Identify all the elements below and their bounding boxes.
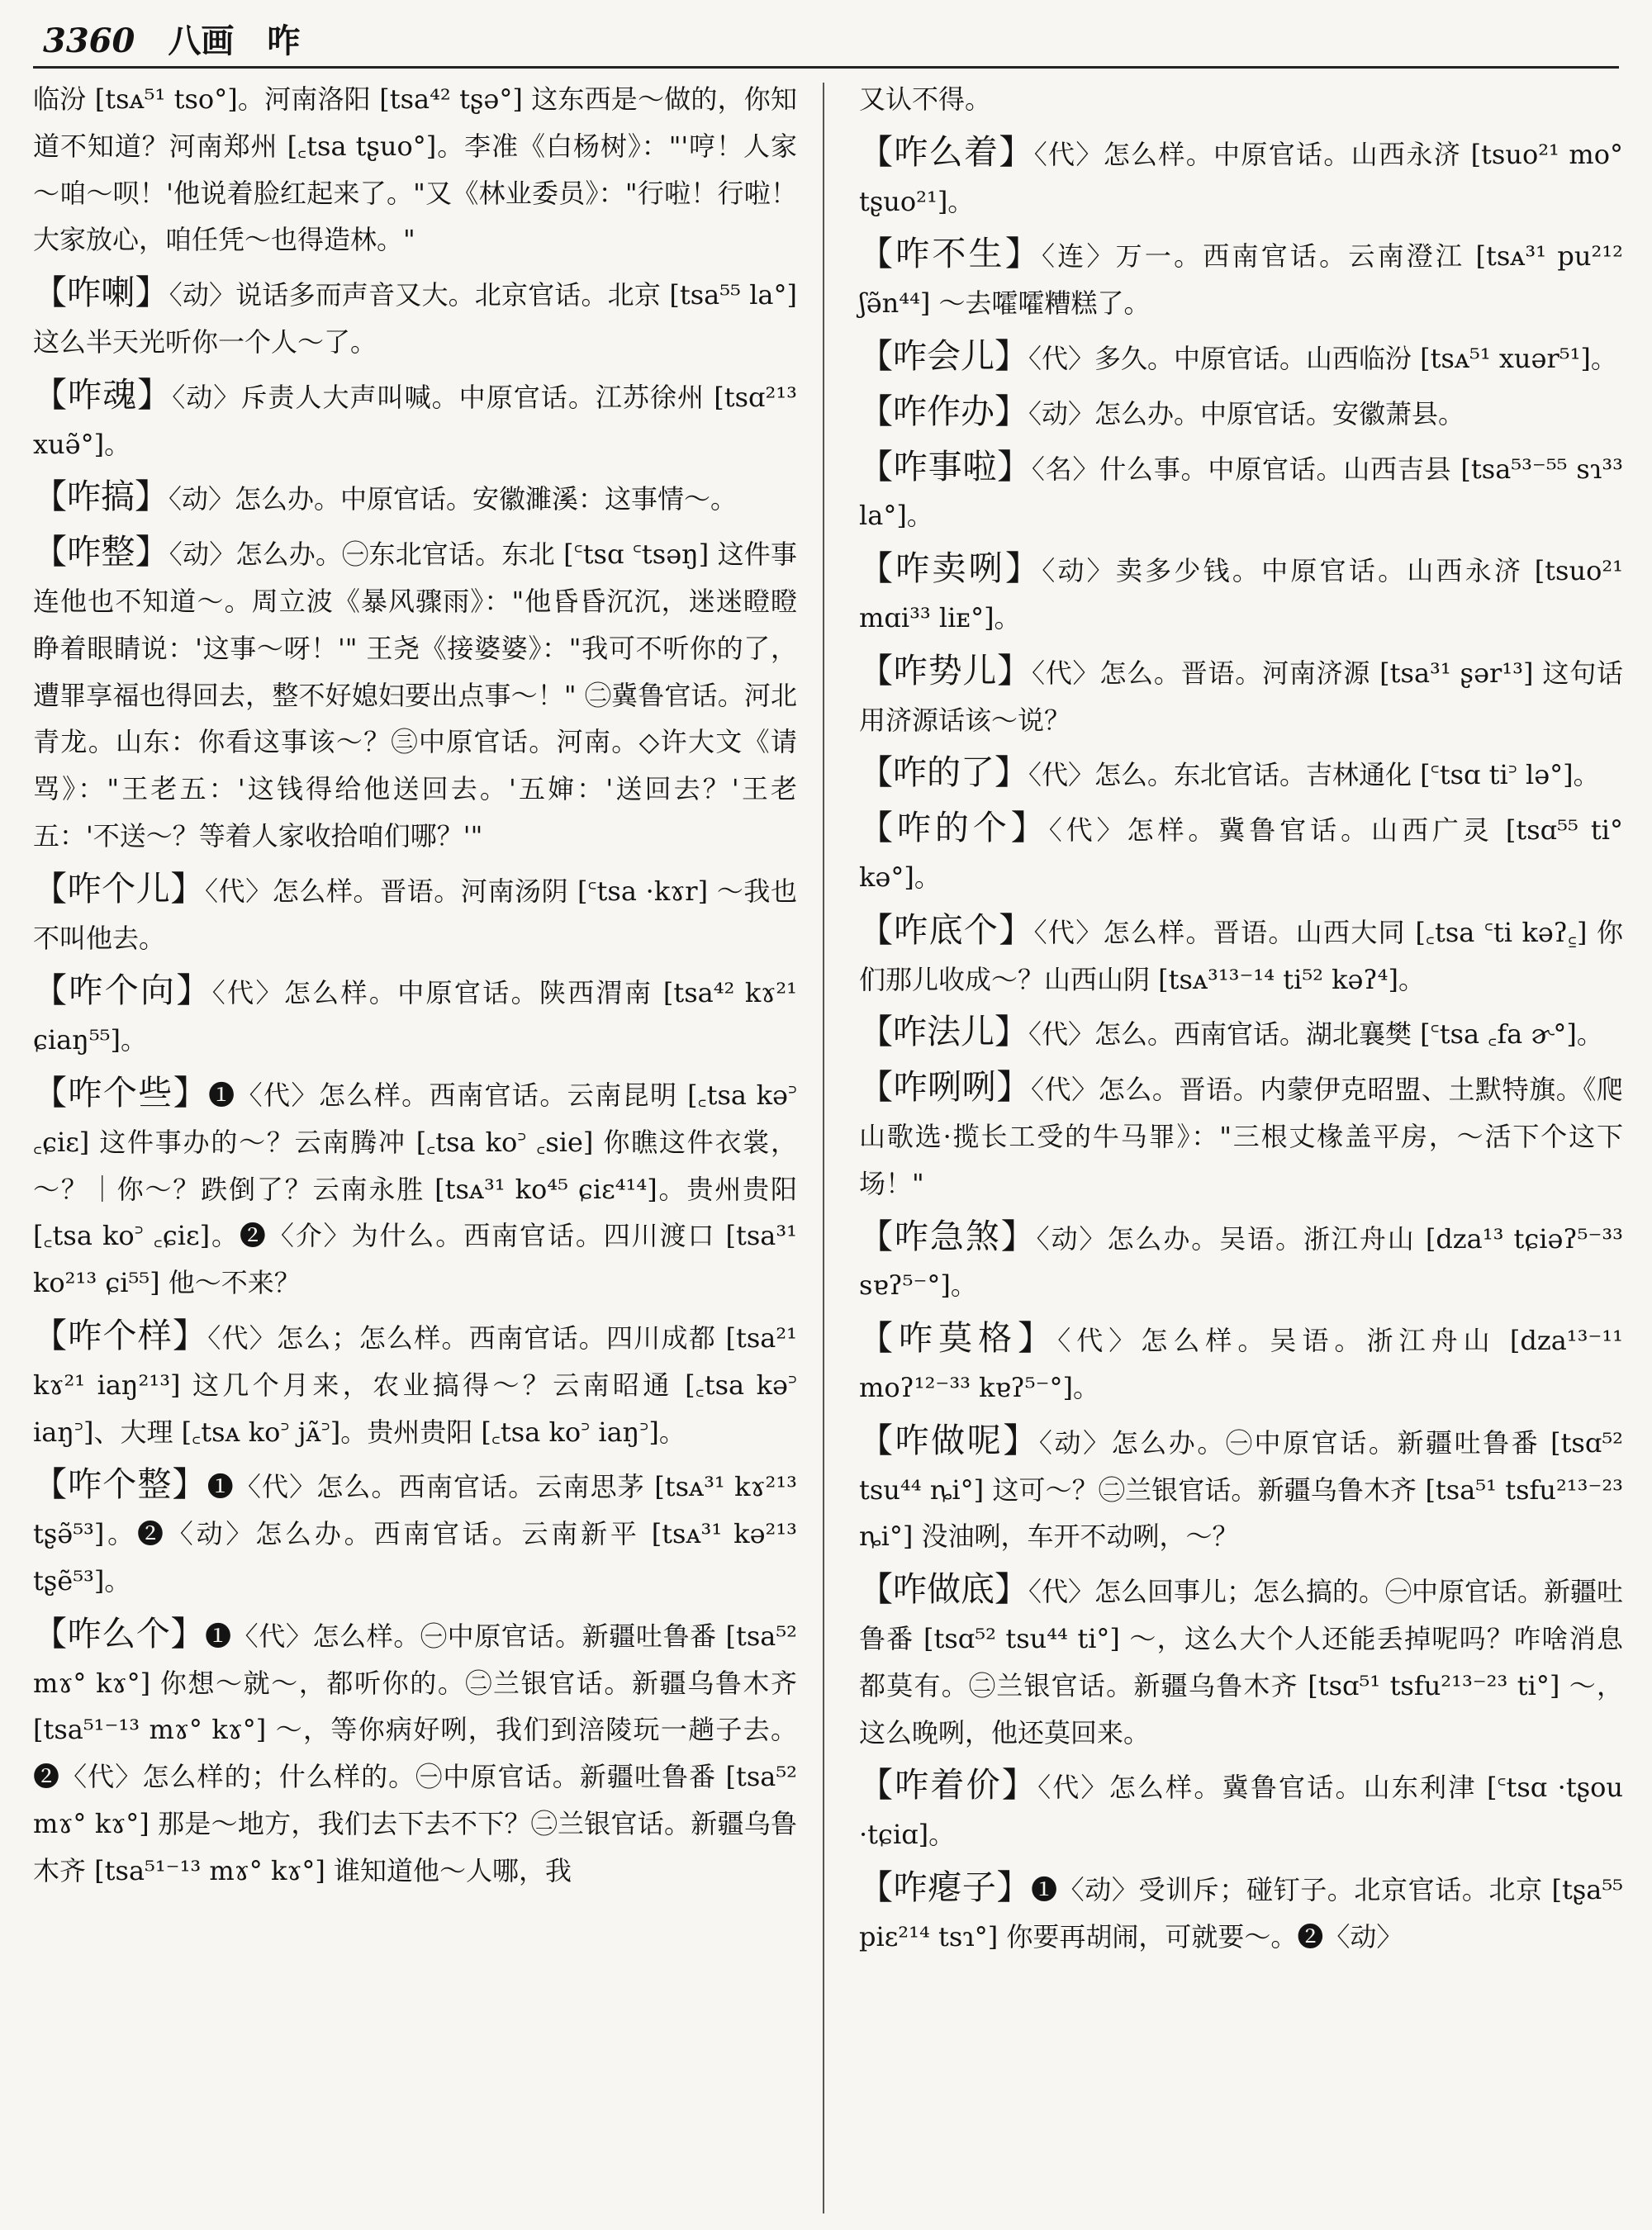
- entry-body: 〈代〉怎么；怎么样。西南官话。四川成都 [tsa²¹ kɤ²¹ iaŋ²¹³] 这几个月来，农业搞得～？云南昭通 [꜀tsa kə꜄ iaŋ꜄]、大理 [꜀tsᴀ ko꜄ jᴀ̃꜄]。贵州贵阳 [꜀tsa ko꜄ iaŋ꜄]。: [33, 1321, 797, 1448]
- dictionary-entry: [859, 1315, 1623, 1412]
- dictionary-entry: [859, 545, 1623, 642]
- entry-body: 〈代〉怎么样。吴语。浙江舟山 [dza¹³⁻¹¹ moʔ¹²⁻³³ kɐʔ⁵⁻°]。: [859, 1325, 1623, 1403]
- entry-body: 〈动〉卖多少钱。中原官话。山西永济 [tsuo²¹ mɑi³³ liᴇ°]。: [859, 555, 1623, 633]
- dictionary-entry: [859, 648, 1623, 744]
- header-rule: [33, 66, 1619, 69]
- entry-headword: 【咋么着】: [859, 131, 1034, 172]
- entry-body: 〈代〉怎么。东北官话。吉林通化 [꜂tsɑ ti꜄ lə°]。: [1028, 759, 1600, 791]
- entry-headword: 【咋瘪子】: [859, 1867, 1032, 1907]
- dictionary-entry: [33, 967, 797, 1064]
- entry-headword: 【咋做呢】: [859, 1420, 1039, 1460]
- dictionary-entry: [33, 529, 797, 860]
- entry-headword: 【咋着价】: [859, 1765, 1038, 1805]
- entry-body: 〈名〉什么事。中原官话。山西吉县 [tsa⁵³⁻⁵⁵ sɿ³³ la°]。: [859, 453, 1623, 532]
- entry-body: 〈动〉怎么办。㊀东北官话。东北 [꜂tsɑ ꜂tsəŋ] 这件事连他也不知道～。周立波《暴风骤雨》："他昏昏沉沉，迷迷瞪瞪睁着眼睛说：'这事～呀！'" 王尧《接婆婆》："我可不听你的了，遭罪享福也得回去，整不好媳妇要出点事～！" ㊁冀鲁官话。河北青龙。山东：你看这事该～？㊂中原官话。河南。◇许大文《请骂》："王老五：'这钱得给他送回去。'五婶：'送回去？'王老五：'不送～？等着人家收拾咱们哪？'": [33, 539, 797, 852]
- entry-body: 〈代〉怎么样。冀鲁官话。山东利津 [꜂tsɑ ·tʂou ·tɕiɑ]。: [859, 1772, 1624, 1851]
- column-divider: [823, 83, 824, 2213]
- left-column: [33, 76, 797, 1900]
- dictionary-entry: [859, 749, 1623, 799]
- entry-body: ❶〈代〉怎么样。西南官话。云南昆明 [꜀tsa kə꜄ ꜀ɕiɛ] 这件事办的～？云南腾冲 [꜀tsa ko꜄ ꜀sie] 你瞧这件衣裳，～？｜你～？跌倒了？云南永胜 [tsᴀ³¹ ko⁴⁵ ɕiɛ⁴¹⁴]。贵州贵阳 [꜀tsa ko꜄ ꜀ɕiɛ]。❷〈介〉为什么。西南官话。四川渡口 [tsa³¹ ko²¹³ ɕi⁵⁵] 他～不来？: [33, 1079, 797, 1299]
- entry-headword: 【咋整】: [33, 532, 169, 572]
- entry-headword: 【咋不生】: [859, 234, 1042, 274]
- entry-headword: 【咋么个】: [33, 1613, 206, 1654]
- entry-headword: 【咋的个】: [859, 808, 1049, 848]
- entry-headword: 【咋个些】: [33, 1072, 209, 1113]
- entry-body: ❶〈代〉怎么样。㊀中原官话。新疆吐鲁番 [tsa⁵² mɤ° kɤ°] 你想～就～，都听你的。㊁兰银官话。新疆乌鲁木齐 [tsa⁵¹⁻¹³ mɤ° kɤ°] ～，等你病好咧，我们到涪陵玩一趟子去。❷〈代〉怎么样的；什么样的。㊀中原官话。新疆吐鲁番 [tsa⁵² mɤ° kɤ°] 那是～地方，我们去下去不下？㊁兰银官话。新疆乌鲁木齐 [tsa⁵¹⁻¹³ mɤ° kɤ°] 谁知道他～人哪，我: [33, 1620, 797, 1886]
- continued-entry: 临汾 [tsᴀ⁵¹ tso°]。河南洛阳 [tsa⁴² tʂə°] 这东西是～做的，你知道不知道？河南郑州 [꜀tsa tʂuo°]。李准《白杨树》："'哼！人家～咱～呗！'他说着脸红起来了。"又《林业委员》："行啦！行啦！大家放心，咱任凭～也得造林。": [33, 83, 797, 256]
- entry-body: 〈代〉多久。中原官话。山西临汾 [tsᴀ⁵¹ xuər⁵¹]。: [1028, 342, 1617, 374]
- entry-body: 〈代〉怎么。晋语。内蒙伊克昭盟、土默特旗。《爬山歌选·揽长工受的牛马罪》："三根丈椽盖平房，～活下个这下场！": [859, 1074, 1623, 1199]
- entry-headword: 【咋势儿】: [859, 650, 1032, 690]
- entry-body: 〈动〉怎么办。中原官话。安徽濉溪：这事情～。: [169, 483, 738, 515]
- dictionary-entry: [859, 1566, 1623, 1756]
- entry-body: 〈代〉怎么回事儿；怎么搞的。㊀中原官话。新疆吐鲁番 [tsɑ⁵² tsu⁴⁴ ti°] ～，这么大个人还能丢掉呢吗？咋啥消息都莫有。㊁兰银官话。新疆乌鲁木齐 [tsɑ⁵¹ tsfu²¹³⁻²³ ti°] ～，这么晚咧，他还莫回来。: [859, 1576, 1624, 1748]
- entry-body: 〈代〉怎么样。晋语。山西大同 [꜀tsa ꜂ti kəʔ꜁] 你们那儿收成～？山西山阴 [tsᴀ³¹³⁻¹⁴ ti⁵² kəʔ⁴]。: [859, 916, 1623, 995]
- entry-headword: 【咋法儿】: [859, 1012, 1028, 1052]
- dictionary-entry: [33, 866, 797, 962]
- entry-body: ❶〈代〉怎么。西南官话。云南思茅 [tsᴀ³¹ kɤ²¹³ tʂə̃⁵³]。❷〈动〉怎么办。西南官话。云南新平 [tsᴀ³¹ kə²¹³ tʂẽ⁵³]。: [33, 1471, 797, 1597]
- entry-body: 〈连〉万一。西南官话。云南澄江 [tsᴀ³¹ pu²¹² ʃə̃n⁴⁴] ～去嚯嚯糟糕了。: [859, 240, 1623, 320]
- right-column: [859, 76, 1623, 1966]
- dictionary-entry: [859, 1064, 1623, 1207]
- page-number: 3360: [43, 21, 135, 60]
- continued-entry: 又认不得。: [859, 83, 992, 115]
- dictionary-entry: [859, 1762, 1623, 1858]
- entry-body: 〈动〉斥责人大声叫喊。中原官话。江苏徐州 [tsɑ²¹³ xuə̃°]。: [33, 381, 798, 460]
- entry-headword: 【咋个向】: [33, 970, 212, 1011]
- dictionary-entry: [859, 1864, 1623, 1961]
- entry-body: 〈代〉怎样。冀鲁官话。山西广灵 [tsɑ⁵⁵ ti° kə°]。: [859, 814, 1623, 893]
- dictionary-entry: [859, 1417, 1623, 1560]
- dictionary-entry: [33, 473, 797, 523]
- dictionary-entry: [859, 804, 1623, 901]
- head-character: 咋: [267, 21, 301, 60]
- dictionary-entry: [859, 230, 1623, 327]
- entry-body: ❶〈动〉受训斥；碰钉子。北京官话。北京 [tʂa⁵⁵ piɛ²¹⁴ tsɿ°] 你要再胡闹，可就要～。❷〈动〉: [859, 1873, 1623, 1952]
- dictionary-entry: [859, 444, 1623, 540]
- dictionary-entry: [33, 1312, 797, 1455]
- entry-headword: 【咋魂】: [33, 374, 173, 415]
- section-label: 八画: [168, 21, 235, 60]
- entry-body: 〈动〉说话多而声音又大。北京官话。北京 [tsa⁵⁵ la°] 这么半天光听你一个人～了。: [33, 279, 797, 358]
- entry-body: 〈代〉怎么样。中原官话。陕西渭南 [tsa⁴² kɤ²¹ ɕiaŋ⁵⁵]。: [33, 977, 797, 1056]
- entry-headword: 【咋事啦】: [859, 446, 1032, 486]
- dictionary-entry: [33, 269, 797, 366]
- entry-headword: 【咋个整】: [33, 1464, 207, 1505]
- entry-body: 〈代〉怎么。西南官话。湖北襄樊 [꜂tsa ꜀fa ɚ°]。: [1028, 1018, 1603, 1051]
- entry-body: 〈代〉怎么。晋语。河南济源 [tsa³¹ ʂər¹³] 这句话用济源话该～说？: [859, 657, 1623, 736]
- entry-body: 〈动〉怎么办。中原官话。安徽萧县。: [1028, 397, 1465, 429]
- dictionary-entry: [859, 129, 1623, 225]
- entry-headword: 【咋个儿】: [33, 868, 205, 909]
- entry-headword: 【咋做底】: [859, 1569, 1028, 1610]
- entry-headword: 【咋急煞】: [859, 1216, 1037, 1256]
- dictionary-entry: [859, 333, 1623, 382]
- entry-headword: 【咋卖咧】: [859, 548, 1042, 589]
- page-header: [43, 15, 1612, 61]
- dictionary-entry: [33, 1611, 797, 1895]
- entry-headword: 【咋作办】: [859, 391, 1028, 431]
- dictionary-entry: [33, 372, 797, 468]
- entry-body: 〈代〉怎么样。中原官话。山西永济 [tsuo²¹ mo° tʂuo²¹]。: [859, 138, 1623, 217]
- entry-headword: 【咋喇】: [33, 273, 169, 313]
- entry-body: 〈代〉怎么样。晋语。河南汤阴 [꜂tsa ·kɤr] ～我也不叫他去。: [33, 875, 797, 954]
- dictionary-entry: [859, 1213, 1623, 1310]
- entry-body: 〈动〉怎么办。吴语。浙江舟山 [dza¹³ tɕiəʔ⁵⁻³³ sɐʔ⁵⁻°]。: [859, 1222, 1623, 1302]
- dictionary-entry: [859, 1008, 1623, 1058]
- entry-headword: 【咋的了】: [859, 752, 1028, 793]
- dictionary-entry: [33, 1461, 797, 1604]
- dictionary-entry: [33, 1070, 797, 1307]
- entry-headword: 【咋会儿】: [859, 335, 1028, 376]
- entry-body: 〈动〉怎么办。㊀中原官话。新疆吐鲁番 [tsɑ⁵² tsu⁴⁴ ȵi°] 这可～？㊁兰银官话。新疆乌鲁木齐 [tsa⁵¹ tsfu²¹³⁻²³ ȵi°] 没油咧，车开不动咧，～？: [859, 1426, 1623, 1553]
- entry-headword: 【咋搞】: [33, 477, 169, 517]
- entry-headword: 【咋底个】: [859, 909, 1034, 950]
- dictionary-entry: [859, 907, 1623, 1004]
- entry-headword: 【咋莫格】: [859, 1318, 1058, 1359]
- entry-headword: 【咋个样】: [33, 1315, 208, 1355]
- entry-headword: 【咋咧咧】: [859, 1067, 1031, 1108]
- dictionary-entry: [859, 388, 1623, 438]
